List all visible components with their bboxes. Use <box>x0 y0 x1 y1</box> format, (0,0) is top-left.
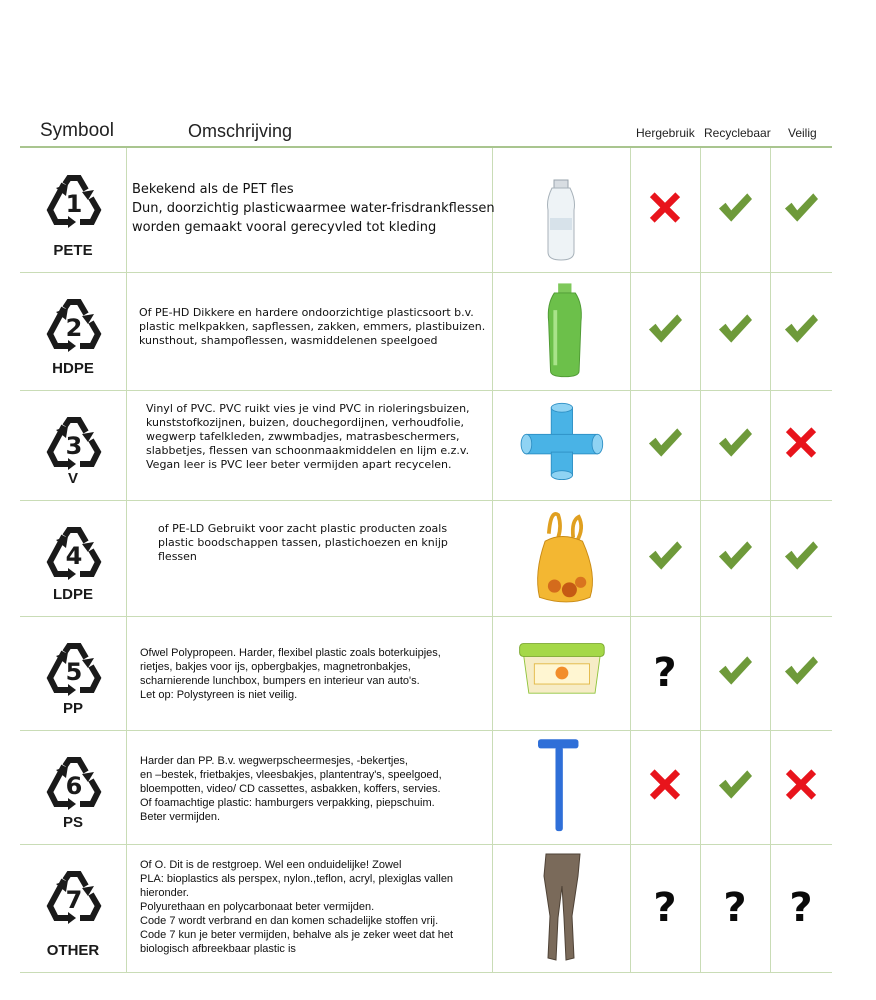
recycle-triangle-icon <box>42 866 106 928</box>
resin-code: LDPE <box>52 586 93 603</box>
reuse-cell <box>630 272 701 390</box>
product-image-cell <box>492 272 631 390</box>
safe-cell <box>770 616 832 730</box>
check-icon <box>716 768 754 807</box>
resin-number: 3 <box>65 432 83 460</box>
description-line: Vinyl of PVC. PVC ruikt vies je vind PVC in rioleringsbuizen, <box>146 402 470 415</box>
safe-cell <box>770 844 832 972</box>
question-icon: ? <box>653 650 677 696</box>
symbol-cell <box>20 272 127 390</box>
resin-code: OTHER <box>46 942 100 959</box>
description-line: Of PE-HD Dikkere en hardere ondoorzichtige plasticsoort b.v. <box>139 306 474 319</box>
description-line: PLA: bioplastics als perspex, nylon.,teflon, acryl, plexiglas vallen <box>140 873 454 885</box>
description-line: Bekekend als de PET fles <box>132 182 294 197</box>
recyclable-cell <box>700 148 771 272</box>
resin-number: 1 <box>65 190 83 218</box>
symbol-cell <box>20 390 127 500</box>
description-line: Dun, doorzichtig plasticwaarmee water-frisdrankflessen <box>132 201 495 216</box>
check-icon <box>716 654 754 693</box>
recyclable-cell <box>700 844 771 972</box>
description-line: Code 7 wordt verbrand en dan komen schadelijke stoffen vrij. <box>140 915 439 927</box>
description-line: flessen <box>158 550 197 563</box>
description-line: hieronder. <box>140 887 189 899</box>
header-description: Omschrijving <box>188 121 293 141</box>
recycle-triangle-icon <box>42 638 106 700</box>
description-line: wegwerp tafelkleden, zwwmbadjes, matrasbeschermers, <box>146 430 460 443</box>
header-recyclable: Recyclebaar <box>704 126 771 140</box>
check-icon <box>716 191 754 230</box>
recyclable-cell <box>700 390 771 500</box>
reuse-cell <box>630 390 701 500</box>
shampoo-bottle-icon <box>492 272 630 390</box>
check-icon <box>782 312 820 351</box>
check-icon <box>646 426 684 465</box>
description-line: Harder dan PP. B.v. wegwerpscheermesjes, -bekertjes, <box>140 755 408 767</box>
table-row <box>20 844 832 973</box>
plastic-bag-icon <box>492 500 630 616</box>
description-line: kunststofkozijnen, buizen, douchegordijnen, verhoudfolie, <box>146 416 465 429</box>
resin-code: PETE <box>53 242 93 259</box>
recycle-triangle-icon <box>42 412 106 474</box>
safe-cell <box>770 730 832 844</box>
resin-number: 5 <box>65 658 83 686</box>
description-line: Of foamachtige plastic: hamburgers verpakking, piepschuim. <box>140 797 435 809</box>
description-line: Vegan leer is PVC leer beter vermijden apart recycelen. <box>146 458 452 471</box>
reuse-cell <box>630 730 701 844</box>
description-line: of PE-LD Gebruikt voor zacht plastic producten zoals <box>158 522 448 535</box>
question-icon: ? <box>653 885 677 931</box>
description-line: en –bestek, frietbakjes, vleesbakjes, plantentray's, speelgoed, <box>140 769 442 781</box>
symbol-cell <box>20 730 127 844</box>
symbol-cell <box>20 616 127 730</box>
description-line: Ofwel Polypropeen. Harder, flexibel plastic zoals boterkuipjes, <box>140 647 441 659</box>
recyclable-cell <box>700 616 771 730</box>
butter-tub-icon <box>492 616 630 730</box>
recyclable-cell <box>700 730 771 844</box>
symbol-cell <box>20 844 127 972</box>
resin-code: PS <box>62 814 83 831</box>
recycle-triangle-icon <box>42 170 106 232</box>
question-icon: ? <box>789 885 813 931</box>
table-row <box>20 148 832 273</box>
check-icon <box>646 312 684 351</box>
description-cell <box>126 272 493 390</box>
description-cell <box>126 730 493 844</box>
safe-cell <box>770 272 832 390</box>
product-image-cell <box>492 148 631 272</box>
reuse-cell <box>630 148 701 272</box>
description-cell <box>126 616 493 730</box>
description-line: Let op: Polystyreen is niet veilig. <box>140 689 298 701</box>
resin-number: 4 <box>65 542 83 570</box>
resin-number: 7 <box>65 886 83 914</box>
description-line: Code 7 kun je beter vermijden, behalve als je zeker weet dat het <box>140 929 454 941</box>
description-line: Polyurethaan en polycarbonaat beter vermijden. <box>140 901 375 913</box>
check-icon <box>646 539 684 578</box>
description-line: biologisch afbreekbaar plastic is <box>140 943 296 955</box>
description-line: Beter vermijden. <box>140 811 221 823</box>
header-reuse: Hergebruik <box>636 126 695 140</box>
description-cell <box>126 148 493 272</box>
reuse-cell <box>630 844 701 972</box>
resin-code: PP <box>62 700 83 717</box>
table-row <box>20 500 832 617</box>
plastic-codes-table <box>20 146 832 972</box>
product-image-cell <box>492 730 631 844</box>
check-icon <box>716 539 754 578</box>
recycle-triangle-icon <box>42 294 106 356</box>
table-header <box>0 110 876 146</box>
description-cell <box>126 844 493 972</box>
description-line: bloempotten, video/ CD cassettes, asbakken, koffers, servies. <box>140 783 441 795</box>
resin-code: V <box>67 470 78 487</box>
question-icon: ? <box>723 885 747 931</box>
description-line: worden gemaakt vooral gerecyvled tot kleding <box>132 220 437 235</box>
product-image-cell <box>492 844 631 972</box>
product-image-cell <box>492 616 631 730</box>
safe-cell <box>770 390 832 500</box>
recycle-triangle-icon <box>42 522 106 584</box>
description-cell <box>126 500 493 616</box>
description-line: rietjes, bakjes voor ijs, opbergbakjes, magnetronbakjes, <box>140 661 411 673</box>
product-image-cell <box>492 500 631 616</box>
disposable-razor-icon <box>492 730 630 844</box>
pvc-pipe-fitting-icon <box>492 390 630 500</box>
header-symbol: Symbool <box>40 120 114 141</box>
description-line: scharnierende lunchbox, bumpers en interieur van auto's. <box>140 675 420 687</box>
check-icon <box>716 426 754 465</box>
cross-icon <box>784 426 818 465</box>
table-row <box>20 730 832 845</box>
check-icon <box>782 654 820 693</box>
cross-icon <box>784 768 818 807</box>
resin-number: 6 <box>65 772 83 800</box>
description-line: plastic boodschappen tassen, plastichoezen en knijp <box>158 536 448 549</box>
description-line: Of O. Dit is de restgroep. Wel een onduidelijke! Zowel <box>140 859 402 871</box>
cross-icon <box>648 768 682 807</box>
recyclable-cell <box>700 500 771 616</box>
recyclable-cell <box>700 272 771 390</box>
description-line: plastic melkpakken, sapflessen, zakken, emmers, plastibuizen. <box>139 320 486 333</box>
safe-cell <box>770 148 832 272</box>
product-image-cell <box>492 390 631 500</box>
check-icon <box>782 191 820 230</box>
table-row <box>20 616 832 731</box>
symbol-cell <box>20 500 127 616</box>
cross-icon <box>648 191 682 230</box>
safe-cell <box>770 500 832 616</box>
reuse-cell <box>630 616 701 730</box>
table-row <box>20 272 832 391</box>
tights-icon <box>492 844 630 972</box>
description-line: kunsthout, shampoflessen, wasmiddelenen speelgoed <box>139 334 438 347</box>
symbol-cell <box>20 148 127 272</box>
recycle-triangle-icon <box>42 752 106 814</box>
description-line: slabbetjes, flessen van schoonmaakmiddelen en lijm e.z.v. <box>146 444 470 457</box>
header-safe: Veilig <box>788 126 817 140</box>
table-row <box>20 390 832 501</box>
description-cell <box>126 390 493 500</box>
resin-number: 2 <box>65 314 83 342</box>
check-icon <box>716 312 754 351</box>
water-bottle-icon <box>492 148 630 272</box>
resin-code: HDPE <box>52 360 94 377</box>
reuse-cell <box>630 500 701 616</box>
check-icon <box>782 539 820 578</box>
